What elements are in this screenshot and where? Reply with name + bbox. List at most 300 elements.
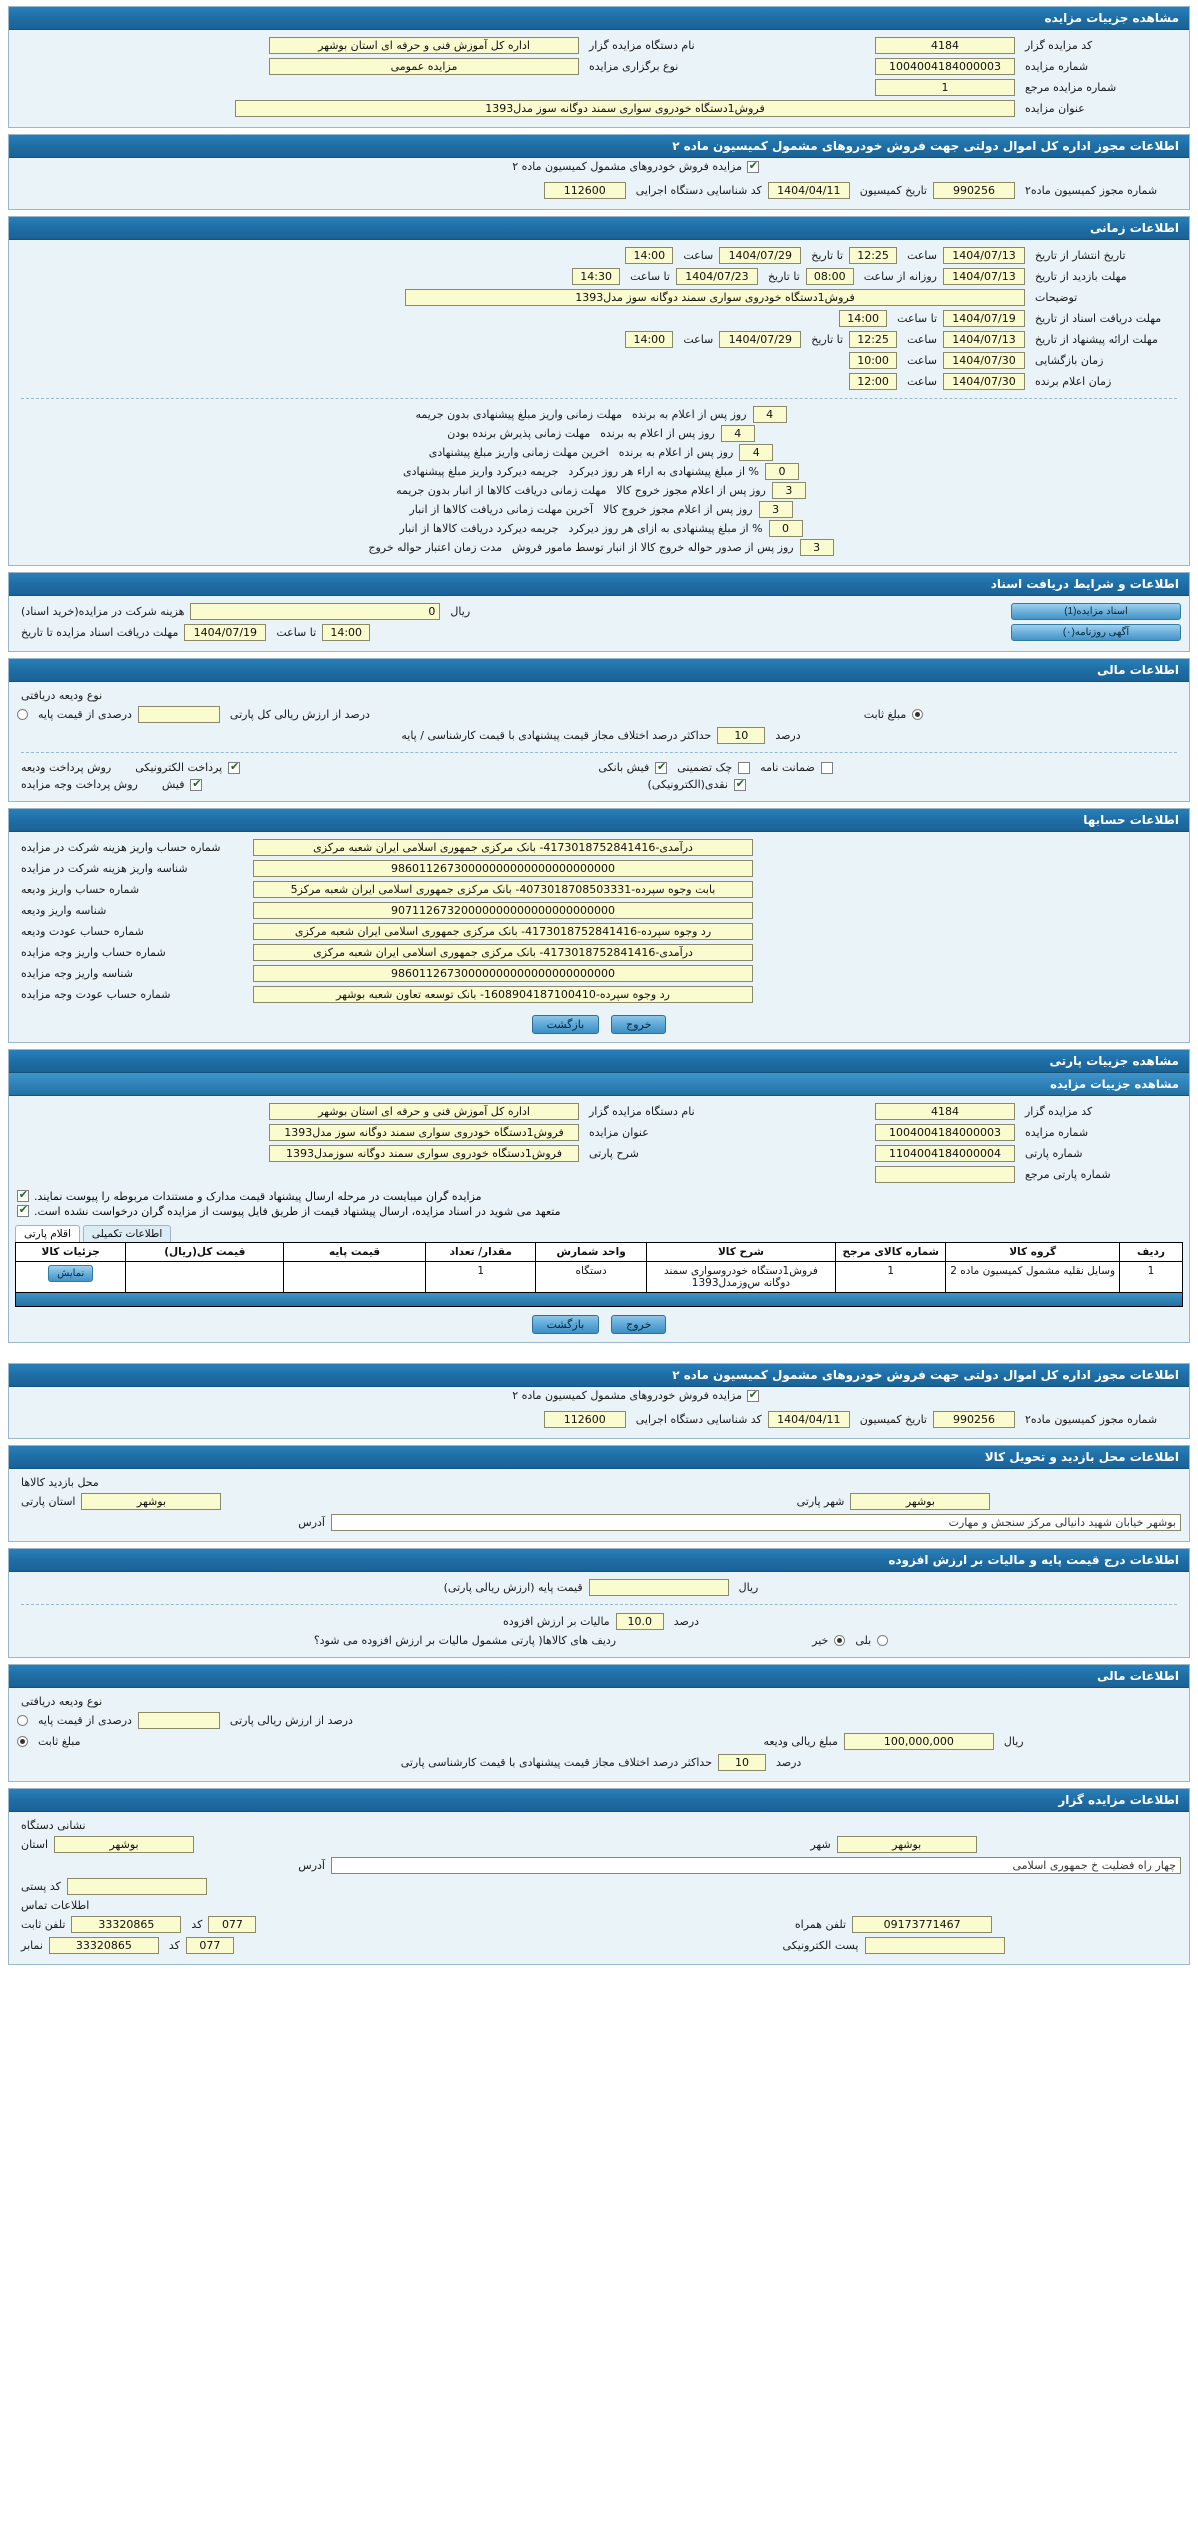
value-permit-no: 990256 [933,182,1015,199]
value-identify-code-2: 112600 [544,1411,626,1428]
label-num-6: % از مبلغ پیشنهادی به ازای هر روز دیرکرد [568,522,763,535]
permit-title-2: اطلاعات مجوز اداره کل اموال دولتی جهت فروش خودروهای مشمول کمیسیون ماده ۲ [9,1364,1189,1387]
visit-address-row [17,1512,1181,1533]
label-percent-unit: درصد از ارزش ریالی کل پارتی [229,708,370,721]
party-row-partyno [17,1143,1181,1164]
permit-checkbox-row-2 [9,1387,1189,1404]
exit-button-2[interactable]: خروج [611,1315,666,1334]
base-price-vat-title: اطلاعات درج قیمت پایه و مالیات بر ارزش افزوده [9,1549,1189,1572]
deposit-method-label-2: چک تضمینی [677,761,733,774]
account-row-4 [17,921,1181,942]
account-value-1: 98601126730000000000000000000000 [253,860,753,877]
label-num-4: مهلت زمانی دریافت کالاها از انبار بدون جریمه [396,484,607,497]
account-label-0: شماره حساب واریز هزینه شرکت در مزایده [21,841,221,854]
value-visit-city: بوشهر [850,1493,990,1510]
label-auction-type: نوع برگزاری مزایده [589,60,679,73]
td-refno: 1 [836,1262,946,1293]
auctioneer-title: اطلاعات مزایده گزار [9,1789,1189,1812]
party-value-partydesc: فروش1دستگاه خودروی سواری سمند دوگانه سوزمدل1393 [269,1145,579,1162]
label-visit-to: تا تاریخ [767,270,800,283]
party-details-title: مشاهده جزییات پارتی [9,1050,1189,1073]
financial-title-2: اطلاعات مالی [9,1665,1189,1688]
financial-rows-2 [9,1688,1189,1775]
th-base-price: قیمت پایه [284,1243,426,1262]
value-auction-subject: فروش1دستگاه خودروی سواری سمند دوگانه سوز مدل1393 [235,100,1015,117]
value-auctioneer-address: چهار راه فضليت خ جمهوری اسلامی [331,1857,1181,1874]
label-publish: تاریخ انتشار از تاریخ [1035,249,1126,262]
label-base-price: قیمت پایه (ارزش ریالی پارتی) [443,1581,583,1594]
numrow-1 [17,424,1181,443]
numrow-7 [17,538,1181,557]
row-subject [17,98,1181,119]
value-offer-to-date: 1404/07/29 [719,331,801,348]
permit-panel-2 [8,1363,1190,1439]
show-item-details-button[interactable]: نمایش [48,1265,93,1282]
label-identify-code-2: کد شناسایی دستگاه اجرایی [635,1413,762,1426]
label-num-3: % از مبلغ پیشنهادی به اراء هر روز دیرکرد [568,465,759,478]
account-value-7: رد وجوه سپرده-1608904187100410- بانک توسعه تعاون شعبه بوشهر [253,986,753,1003]
auction-details-rows [9,30,1189,121]
base-price-vat-rows [9,1572,1189,1651]
td-total-price [126,1262,284,1293]
label-max-diff-unit-2: درصد [776,1756,802,1769]
permit-checkbox-2[interactable] [747,1390,759,1402]
visit-location-panel [8,1445,1190,1542]
documents-deadline-row [17,622,1181,643]
auctioneer-province-row [17,1834,1181,1855]
value-auction-type: مزایده عمومی [269,58,579,75]
value-visit-from-date: 1404/07/13 [943,268,1025,285]
numrow-0 [17,405,1181,424]
value-open-time: 10:00 [849,352,897,369]
deposit-method-label-0: پرداخت الکترونیکی [135,761,223,774]
label-max-diff-2: حداکثر درصد اختلاف مجاز قیمت پیشنهادی با قیمت کارشناسی پارتی [400,1756,712,1769]
label-docs-deadline: مهلت دریافت اسناد از تاریخ [1035,312,1162,325]
percent-of-base-radio[interactable] [17,709,28,720]
unit-num-4: روز پس از اعلام مجوز خروج کالا [616,484,766,497]
tab-supplementary-info[interactable]: اطلاعات تکمیلی [83,1225,171,1242]
label-commission-date-2: تاریخ کمیسیون [859,1413,927,1426]
auctioneer-fax-row [17,1935,1181,1956]
td-base-price [284,1262,426,1293]
value-publish-from-time: 12:25 [849,247,897,264]
value-num-6: 0 [769,520,803,537]
accounts-title: اطلاعات حسابها [9,809,1189,832]
value-auction-org: اداره کل آموزش فنی و حرفه ای استان بوشهر [269,37,579,54]
label-publish-to-time: ساعت [683,249,714,262]
vat-divider [21,1604,1177,1605]
account-value-3: 90711267320000000000000000000000 [253,902,753,919]
label-visit-place: محل بازدید کالاها [21,1476,99,1489]
label-desc: توضیحات [1035,291,1078,304]
party-label-partydesc: شرح پارتی [589,1147,639,1160]
value-max-diff: 10 [717,727,765,744]
label-permit-no-2: شماره مجوز کمیسیون ماده۲ [1025,1413,1158,1426]
account-label-6: شناسه واریز وجه مزایده [21,967,133,980]
label-currency-3: ریال [1003,1735,1024,1748]
permit-checkbox-label: مزایده فروش خودروهای مشمول کمیسیون ماده ۲ [512,160,742,173]
value-phone-code: 077 [208,1916,256,1933]
account-label-4: شماره حساب عودت ودیعه [21,925,144,938]
unit-num-5: روز پس از اعلام مجوز خروج کالا [603,503,753,516]
value-percent [138,706,220,723]
numrow-2 [17,443,1181,462]
label-offer-time: ساعت [907,333,937,346]
label-vat-no: خیر [812,1634,829,1647]
account-value-0: درآمدی-4173018752841416- بانک مرکزی جمهوری اسلامی ایران شعبه مرکزی [253,839,753,856]
account-label-5: شماره حساب واریز وجه مزایده [21,946,166,959]
label-num-5: آخرین مهلت زمانی دریافت کالاها از انبار [409,503,594,516]
permit-panel [8,134,1190,210]
accounts-panel [8,808,1190,1043]
auctioneer-phone-row [17,1914,1181,1935]
party-value-subject: فروش1دستگاه خودروی سواری سمند دوگانه سوز مدل1393 [269,1124,579,1141]
value-offer-from-time: 12:25 [849,331,897,348]
permit-title: اطلاعات مجوز اداره کل اموال دولتی جهت فروش خودروهای مشمول کمیسیون ماده ۲ [9,135,1189,158]
account-row-0 [17,837,1181,858]
value-docs-from-date: 1404/07/19 [943,310,1025,327]
th-unit: واحد شمارش [536,1243,646,1262]
label-deposit-method: روش پرداخت ودیعه [21,761,112,774]
unit-num-0: روز پس از اعلام به برنده [632,408,747,421]
time-info-panel [8,216,1190,566]
value-commission-date-2: 1404/04/11 [768,1411,850,1428]
value-num-2: 4 [739,444,773,461]
party-items-table-wrap [9,1242,1189,1307]
fixed-amount-radio[interactable] [912,709,923,720]
documents-title: اطلاعات و شرایط دریافت اسناد [9,573,1189,596]
label-visit-time: روزانه از ساعت [863,270,937,283]
label-visit-city: شهر پارتی [796,1495,845,1508]
account-row-1 [17,858,1181,879]
numrow-3 [17,462,1181,481]
label-percent-unit-2: درصد از ارزش ریالی پارتی [229,1714,353,1727]
label-num-2: اخرین مهلت زمانی واریز مبلغ پیشنهادی [428,446,609,459]
value-auction-code: 4184 [875,37,1015,54]
table-row [16,1262,1183,1293]
time-row-offer [17,329,1181,350]
fixed-amount-row-2 [17,1731,1181,1752]
documents-panel [8,572,1190,652]
time-row-docs [17,308,1181,329]
td-desc: فروش1دستگاه خودروسواری سمند دوگانه س‌وزمدل1393 [646,1262,835,1293]
exit-button-1[interactable]: خروج [611,1015,666,1034]
visit-location-rows [9,1469,1189,1535]
value-fax-code: 077 [186,1937,234,1954]
time-row-visit [17,266,1181,287]
vat-yes-radio[interactable] [877,1635,888,1646]
value-docs-deadline-time: 14:00 [322,624,370,641]
label-num-0: مهلت زمانی واریز مبلغ پیشنهادی بدون جریمه [415,408,622,421]
party-label-partyref: شماره پارتی مرجع [1025,1168,1111,1181]
deposit-method-label-1: ضمانت نامه [760,761,815,774]
auctioneer-address-row [17,1855,1181,1876]
party-row-partyref [17,1164,1181,1185]
label-contact-section: اطلاعات تماس [21,1899,90,1912]
numrow-6 [17,519,1181,538]
party-value-code: 4184 [875,1103,1015,1120]
party-details-subtitle: مشاهده جزییات مزایده [9,1073,1189,1096]
account-row-3 [17,900,1181,921]
th-details: جزئیات کالا [16,1243,126,1262]
party-value-number: 1004004184000003 [875,1124,1015,1141]
deposit-method-checkbox-3[interactable] [655,762,667,774]
party-note-text-0: مزایده گران میبایست در مرحله ارسال پیشنهاد قیمت مدارک و مستندات مربوطه را پیوست نمایند. [34,1190,482,1203]
label-visit-province: استان پارتی [21,1495,76,1508]
newspaper-ad-button[interactable]: آگهی روزنامه(۰) [1011,624,1181,641]
label-fixed-amount: مبلغ ثابت [863,708,907,721]
label-auction-subject: عنوان مزایده [1025,102,1085,115]
party-value-partyref [875,1166,1015,1183]
permit-checkbox-row [9,158,1189,175]
label-docs-deadline: مهلت دریافت اسناد مزایده تا تاریخ [21,626,179,639]
th-group: گروه کالا [946,1243,1119,1262]
value-postal-code [67,1878,207,1895]
deposit-type-row [17,687,1181,704]
account-row-7 [17,984,1181,1005]
percent-of-base-radio-2[interactable] [17,1715,28,1726]
deposit-method-checkbox-1[interactable] [821,762,833,774]
permit-checkbox-label-2: مزایده فروش خودروهای مشمول کمیسیون ماده ۲ [512,1389,742,1402]
time-row-publish [17,245,1181,266]
label-vat: مالیات بر ارزش افزوده [502,1615,610,1628]
party-details-panel [8,1049,1190,1343]
party-row-number [17,1122,1181,1143]
deposit-method-label-3: فیش بانکی [598,761,650,774]
label-auction-code: کد مزایده گزار [1025,39,1093,52]
fixed-amount-radio-2[interactable] [17,1736,28,1747]
label-offer-deadline: مهلت ارائه پیشنهاد از تاریخ [1035,333,1158,346]
time-row-desc [17,287,1181,308]
label-currency-1: ریال [450,605,471,618]
label-auction-org: نام دستگاه مزایده گزار [589,39,695,52]
permit-rows [9,175,1189,203]
auctioneer-rows [9,1812,1189,1958]
time-row-winner [17,371,1181,392]
label-vat-unit: درصد [673,1615,700,1628]
deposit-type-row-2 [17,1693,1181,1710]
value-permit-no-2: 990256 [933,1411,1015,1428]
permit-row [17,180,1181,201]
account-row-2 [17,879,1181,900]
value-num-3: 0 [765,463,799,480]
value-auctioneer-city: بوشهر [837,1836,977,1853]
value-auctioneer-province: بوشهر [54,1836,194,1853]
account-value-5: درآمدی-4173018752841416- بانک مرکزی جمهوری اسلامی ایران شعبه مرکزی [253,944,753,961]
label-deposit-type-2: نوع ودیعه دریافتی [21,1695,103,1708]
label-postal-code: کد پستی [21,1880,61,1893]
vat-question-row [17,1632,1181,1649]
value-visit-from-time: 08:00 [806,268,854,285]
label-num-7: روز پس از صدور حواله خروج کالا از انبار توسط مامور فروش [512,541,794,554]
visit-province-row [17,1491,1181,1512]
label-auctioneer-province: استان [21,1838,49,1851]
value-winner-date: 1404/07/30 [943,373,1025,390]
pay-method-label-1: نقدی(الکترونیکی) [647,778,728,791]
label-docs-time: تا ساعت [897,312,937,325]
deposit-percent-row [17,704,1181,725]
party-tabs [9,1221,1189,1242]
deposit-percent-row-2 [17,1710,1181,1731]
accounts-rows [9,832,1189,1007]
account-label-3: شناسه واریز ودیعه [21,904,107,917]
party-label-org: نام دستگاه مزایده گزار [589,1105,695,1118]
label-mobile: تلفن همراه [794,1918,847,1931]
visit-label-row [17,1474,1181,1491]
accounts-buttons [9,1007,1189,1036]
permit-checkbox[interactable] [747,161,759,173]
row-number [17,56,1181,77]
label-percent-option-2: درصدی از قیمت پایه [38,1714,132,1727]
label-num-1: مهلت زمانی پذیرش برنده بودن [447,427,591,440]
label-percent-option: درصدی از قیمت پایه [38,708,132,721]
section-gap [8,1349,1190,1363]
party-label-number: شماره مزایده [1025,1126,1089,1139]
label-phone: تلفن ثابت [21,1918,66,1931]
th-desc: شرح کالا [646,1243,835,1262]
party-details-rows [9,1096,1189,1187]
label-deposit-type: نوع ودیعه دریافتی [21,689,103,702]
party-value-org: اداره کل آموزش فنی و حرفه ای استان بوشهر [269,1103,579,1120]
value-visit-address: بوشهر خیابان شهید دانیالی مرکز سنجش و مهارت [331,1514,1181,1531]
account-row-5 [17,942,1181,963]
auction-details-title: مشاهده جزییات مزایده [9,7,1189,30]
max-diff-row [17,725,1181,746]
party-note-checkbox-1[interactable] [17,1205,29,1217]
label-phone-code: کد [191,1918,203,1931]
visit-location-title: اطلاعات محل بازدید و تحویل کالا [9,1446,1189,1469]
label-identify-code: کد شناسایی دستگاه اجرایی [635,184,762,197]
deposit-methods-row [17,759,1181,776]
account-label-7: شماره حساب عودت وجه مزایده [21,988,171,1001]
label-permit-no: شماره مجوز کمیسیون ماده۲ [1025,184,1158,197]
value-num-0: 4 [753,406,787,423]
value-open-date: 1404/07/30 [943,352,1025,369]
base-price-row [17,1577,1181,1598]
label-visit-to-time: تا ساعت [630,270,670,283]
unit-num-2: روز پس از اعلام به برنده [618,446,734,459]
party-row-code [17,1101,1181,1122]
label-auctioneer-address: آدرس [298,1859,325,1872]
numrow-5 [17,500,1181,519]
td-details [16,1262,126,1293]
financial-title: اطلاعات مالی [9,659,1189,682]
auctioneer-contact-label-row [17,1897,1181,1914]
table-footer-bar [15,1293,1183,1307]
account-label-1: شناسه واریز هزینه شرکت در مزایده [21,862,188,875]
label-email: پست الکترونیکی [782,1939,859,1952]
label-max-diff: حداکثر درصد اختلاف مجاز قیمت پیشنهادی با قیمت کارشناسی / پایه [401,729,712,742]
permit-rows-2 [9,1404,1189,1432]
value-email [865,1937,1005,1954]
label-auction-ref: شماره مزایده مرجع [1025,81,1117,94]
party-note-text-1: متعهد می شوید در اسناد مزایده، ارسال پیشنهاد قیمت از طریق فایل پیوست از مزایده گران درخواست نشده است. [34,1205,561,1218]
deposit-method-checkbox-0[interactable] [228,762,240,774]
pay-method-checkbox-0[interactable] [190,779,202,791]
value-auction-number: 1004004184000003 [875,58,1015,75]
label-pay-method: روش پرداخت وجه مزایده [21,778,138,791]
party-value-partyno: 1104004184000004 [875,1145,1015,1162]
party-label-code: کد مزایده گزار [1025,1105,1093,1118]
value-participation-cost: 0 [190,603,440,620]
vat-no-radio[interactable] [834,1635,845,1646]
td-unit: دستگاه [536,1262,646,1293]
party-note-checkbox-0[interactable] [17,1190,29,1202]
prefix-num-7: مدت زمان اعتبار حواله خروج [368,541,503,554]
tab-party-items[interactable]: اقلام پارتی [15,1225,80,1242]
value-max-diff-2: 10 [718,1754,766,1771]
prefix-num-6: جریمه دیرکرد دریافت کالاها از انبار [399,522,559,535]
label-docs-deadline-time: تا ساعت [276,626,317,639]
back-button-1[interactable]: بازگشت [532,1015,600,1034]
value-num-7: 3 [800,539,834,556]
label-auctioneer-address-section: نشانی دستگاه [21,1819,86,1832]
permit-row-2 [17,1409,1181,1430]
label-publish-time: ساعت [907,249,937,262]
back-button-2[interactable]: بازگشت [532,1315,600,1334]
th-refno: شماره کالای مرجح [836,1243,946,1262]
account-row-6 [17,963,1181,984]
financial-panel [8,658,1190,802]
row-ref [17,77,1181,98]
account-value-2: بابت وجوه سپرده-4073018708503331- بانک مرکزی جمهوری اسلامی ایران شعبه مرکز5 [253,881,753,898]
deposit-method-checkbox-2[interactable] [738,762,750,774]
value-vat: 10.0 [616,1613,664,1630]
row-code [17,35,1181,56]
party-buttons [9,1307,1189,1336]
th-radif: ردیف [1119,1243,1182,1262]
documents-rows [9,596,1189,645]
label-open: زمان بازگشایی [1035,354,1104,367]
label-offer-to-time: ساعت [683,333,714,346]
prefix-num-3: جریمه دیرکرد واریز مبلغ پیشنهادی [403,465,559,478]
label-offer-to: تا تاریخ [811,333,844,346]
auctioneer-panel [8,1788,1190,1965]
value-docs-time: 14:00 [839,310,887,327]
label-winner: زمان اعلام برنده [1035,375,1112,388]
value-publish-to-date: 1404/07/29 [719,247,801,264]
auctioneer-postal-row [17,1876,1181,1897]
vat-row [17,1611,1181,1632]
auction-docs-button[interactable]: اسناد مزایده(1) [1011,603,1181,620]
documents-cost-row [17,601,1181,622]
th-qty: مقدار/ تعداد [426,1243,536,1262]
party-label-partyno: شماره پارتی [1025,1147,1083,1160]
auction-details-panel [8,6,1190,128]
value-commission-date: 1404/04/11 [768,182,850,199]
value-auction-ref: 1 [875,79,1015,96]
account-value-6: 98601126730000000000000000000000 [253,965,753,982]
financial-divider [21,752,1177,753]
value-percent-2 [138,1712,220,1729]
party-note-0 [17,1189,1181,1204]
value-identify-code: 112600 [544,182,626,199]
time-info-rows [9,240,1189,559]
max-diff-row-2 [17,1752,1181,1773]
base-price-vat-panel [8,1548,1190,1658]
label-winner-time: ساعت [907,375,937,388]
pay-methods-row [17,776,1181,793]
td-radif: 1 [1119,1262,1182,1293]
label-fax: نمابر [21,1939,43,1952]
value-visit-province: بوشهر [81,1493,221,1510]
label-publish-to: تا تاریخ [811,249,844,262]
value-offer-from-date: 1404/07/13 [943,331,1025,348]
value-fixed-deposit: 100,000,000 [844,1733,994,1750]
pay-method-checkbox-1[interactable] [734,779,746,791]
party-note-1 [17,1204,1181,1219]
value-publish-from-date: 1404/07/13 [943,247,1025,264]
